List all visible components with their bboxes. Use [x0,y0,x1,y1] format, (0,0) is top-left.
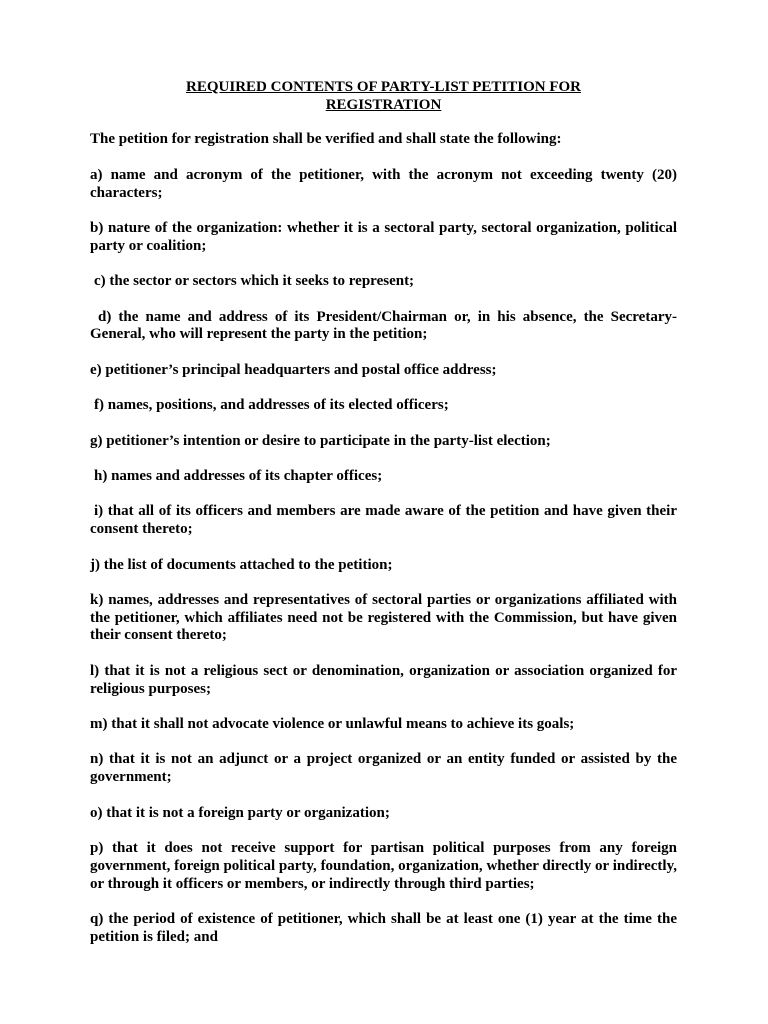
title-line-2: REGISTRATION [325,97,442,113]
list-item: p) that it does not receive support for partisan political purposes from any foreign government, foreign political party, foundation, organization, whether directly or indirectly, or through it officers or members, or indirectly through third parties; [90,840,677,892]
list-item: g) petitioner’s intention or desire to participate in the party-list election; [90,432,551,449]
list-item: m) that it shall not advocate violence or unlawful means to achieve its goals; [90,716,575,733]
document-page [90,78,677,964]
intro-paragraph: The petition for registration shall be verified and shall state the following: [90,131,562,147]
list-item: o) that it is not a foreign party or organization; [90,804,390,821]
list-item: e) petitioner’s principal headquarters and postal office address; [90,361,497,378]
list-item: h) names and addresses of its chapter offices; [94,467,383,484]
document-title [90,78,677,114]
title-line-1: REQUIRED CONTENTS OF PARTY-LIST PETITION FOR [186,79,581,95]
list-item: c) the sector or sectors which it seeks to represent; [94,273,415,290]
list-item: f) names, positions, and addresses of its elected officers; [94,397,449,414]
list-item: b) nature of the organization: whether it is a sectoral party, sectoral organization, political party or coalition; [90,219,677,254]
list-item: a) name and acronym of the petitioner, with the acronym not exceeding twenty (20) characters; [90,166,677,201]
list-item: k) names, addresses and representatives of sectoral parties or organizations affiliated with the petitioner, which affiliates need not be registered with the Commission, but have given their consent thereto; [90,591,677,644]
list-item: i) that all of its officers and members are made aware of the petition and have given their consent thereto; [90,503,677,538]
list-item: q) the period of existence of petitioner, which shall be at least one (1) year at the time the petition is filed; and [90,911,677,945]
list-item: d) the name and address of its President/Chairman or, in his absence, the Secretary-General, who will represent the party in the petition; [90,308,677,343]
list-item: l) that it is not a religious sect or denomination, organization or association organized for religious purposes; [90,662,677,697]
list-item: j) the list of documents attached to the petition; [90,556,393,573]
list-item: n) that it is not an adjunct or a project organized or an entity funded or assisted by the government; [90,751,677,786]
